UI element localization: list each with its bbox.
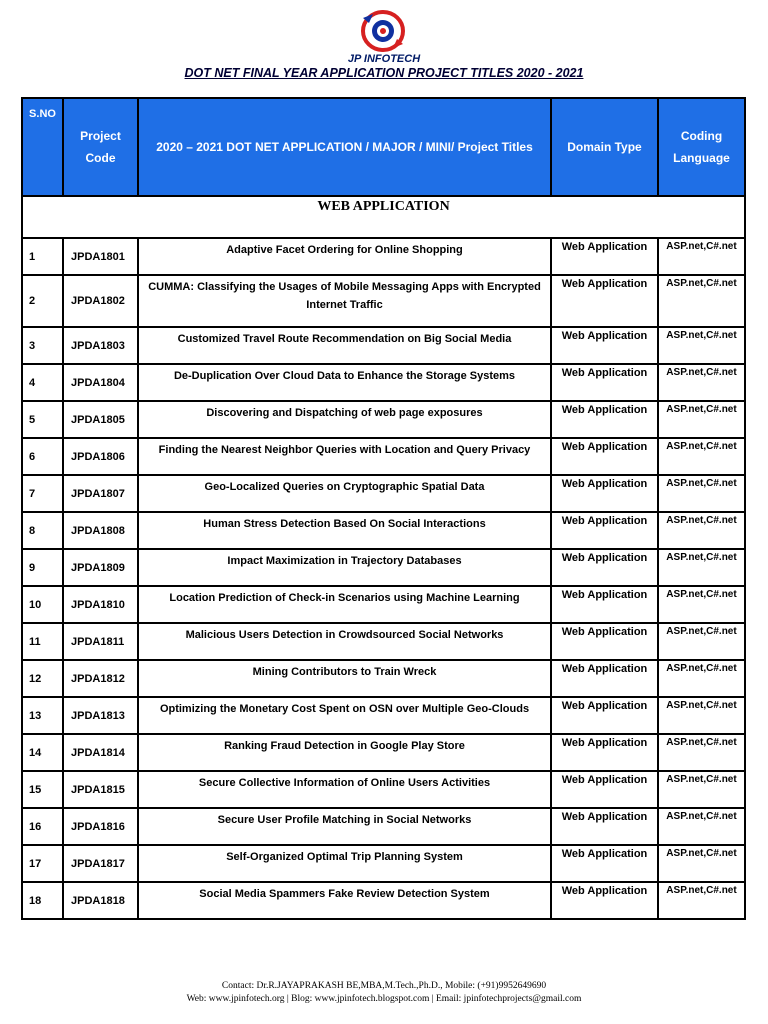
row-sno: 18 xyxy=(22,882,63,919)
row-project-title: Adaptive Facet Ordering for Online Shopping xyxy=(138,238,551,275)
row-project-title: Geo-Localized Queries on Cryptographic Spatial Data xyxy=(138,475,551,512)
row-sno: 7 xyxy=(22,475,63,512)
brand-name: JP INFOTECH xyxy=(347,53,421,65)
row-project-code: JPDA1808 xyxy=(63,512,138,549)
table-header-row xyxy=(22,98,745,196)
row-project-code: JPDA1809 xyxy=(63,549,138,586)
row-sno: 11 xyxy=(22,623,63,660)
row-coding-language: ASP.net,C#.net xyxy=(658,845,745,882)
row-domain-type: Web Application xyxy=(551,438,658,475)
row-sno: 1 xyxy=(22,238,63,275)
row-sno: 12 xyxy=(22,660,63,697)
row-sno: 6 xyxy=(22,438,63,475)
jp-infotech-logo-icon xyxy=(357,4,409,56)
row-project-code: JPDA1811 xyxy=(63,623,138,660)
row-sno: 2 xyxy=(22,275,63,327)
table-row xyxy=(22,275,745,327)
table-row xyxy=(22,882,745,919)
table-row xyxy=(22,549,745,586)
document-title: DOT NET FINAL YEAR APPLICATION PROJECT TITLES 2020 - 2021 xyxy=(184,66,584,80)
table-row xyxy=(22,327,745,364)
row-coding-language: ASP.net,C#.net xyxy=(658,586,745,623)
section-title: WEB APPLICATION xyxy=(22,196,745,238)
row-project-code: JPDA1803 xyxy=(63,327,138,364)
row-project-title: Impact Maximization in Trajectory Databases xyxy=(138,549,551,586)
row-coding-language: ASP.net,C#.net xyxy=(658,364,745,401)
row-project-title: Social Media Spammers Fake Review Detection System xyxy=(138,882,551,919)
row-domain-type: Web Application xyxy=(551,882,658,919)
col-header-project-code xyxy=(63,98,138,196)
table-row xyxy=(22,623,745,660)
page-header xyxy=(0,0,768,96)
row-project-title: CUMMA: Classifying the Usages of Mobile Messaging Apps with Encrypted Internet Traffic xyxy=(138,275,551,327)
row-coding-language: ASP.net,C#.net xyxy=(658,275,745,327)
row-coding-language: ASP.net,C#.net xyxy=(658,808,745,845)
row-sno: 13 xyxy=(22,697,63,734)
table-row xyxy=(22,771,745,808)
row-sno: 16 xyxy=(22,808,63,845)
row-coding-language: ASP.net,C#.net xyxy=(658,771,745,808)
row-project-title: Location Prediction of Check-in Scenarios using Machine Learning xyxy=(138,586,551,623)
row-coding-language: ASP.net,C#.net xyxy=(658,438,745,475)
row-sno: 3 xyxy=(22,327,63,364)
row-project-title: Secure User Profile Matching in Social Networks xyxy=(138,808,551,845)
col-header-project-code-line2: Code xyxy=(85,151,116,165)
row-project-code: JPDA1806 xyxy=(63,438,138,475)
table-row xyxy=(22,586,745,623)
row-domain-type: Web Application xyxy=(551,275,658,327)
row-domain-type: Web Application xyxy=(551,475,658,512)
row-project-title: Optimizing the Monetary Cost Spent on OSN over Multiple Geo-Clouds xyxy=(138,697,551,734)
col-header-sno: S.NO xyxy=(22,98,63,196)
row-project-title: Human Stress Detection Based On Social Interactions xyxy=(138,512,551,549)
row-project-code: JPDA1817 xyxy=(63,845,138,882)
row-sno: 17 xyxy=(22,845,63,882)
row-domain-type: Web Application xyxy=(551,660,658,697)
row-project-title: Customized Travel Route Recommendation on Big Social Media xyxy=(138,327,551,364)
col-header-coding-language xyxy=(658,98,745,196)
row-project-title: De-Duplication Over Cloud Data to Enhance the Storage Systems xyxy=(138,364,551,401)
row-domain-type: Web Application xyxy=(551,401,658,438)
table-row xyxy=(22,401,745,438)
row-project-code: JPDA1802 xyxy=(63,275,138,327)
row-domain-type: Web Application xyxy=(551,697,658,734)
row-domain-type: Web Application xyxy=(551,623,658,660)
table-row xyxy=(22,660,745,697)
table-row xyxy=(22,697,745,734)
footer-contact: Contact: Dr.R.JAYAPRAKASH BE,MBA,M.Tech.,Ph.D., Mobile: (+91)9952649690 xyxy=(221,981,547,991)
row-domain-type: Web Application xyxy=(551,512,658,549)
row-project-code: JPDA1807 xyxy=(63,475,138,512)
row-project-title: Ranking Fraud Detection in Google Play Store xyxy=(138,734,551,771)
col-header-project-title: 2020 – 2021 DOT NET APPLICATION / MAJOR / MINI/ Project Titles xyxy=(138,98,551,196)
row-project-title: Mining Contributors to Train Wreck xyxy=(138,660,551,697)
row-sno: 4 xyxy=(22,364,63,401)
row-coding-language: ASP.net,C#.net xyxy=(658,660,745,697)
row-sno: 15 xyxy=(22,771,63,808)
col-header-project-code-line1: Project xyxy=(80,129,121,143)
row-project-code: JPDA1813 xyxy=(63,697,138,734)
table-row xyxy=(22,512,745,549)
row-project-code: JPDA1812 xyxy=(63,660,138,697)
row-project-code: JPDA1801 xyxy=(63,238,138,275)
row-project-code: JPDA1816 xyxy=(63,808,138,845)
row-coding-language: ASP.net,C#.net xyxy=(658,882,745,919)
row-coding-language: ASP.net,C#.net xyxy=(658,512,745,549)
row-coding-language: ASP.net,C#.net xyxy=(658,549,745,586)
row-domain-type: Web Application xyxy=(551,586,658,623)
row-coding-language: ASP.net,C#.net xyxy=(658,623,745,660)
row-sno: 14 xyxy=(22,734,63,771)
row-domain-type: Web Application xyxy=(551,734,658,771)
row-project-code: JPDA1810 xyxy=(63,586,138,623)
row-domain-type: Web Application xyxy=(551,327,658,364)
row-coding-language: ASP.net,C#.net xyxy=(658,734,745,771)
row-coding-language: ASP.net,C#.net xyxy=(658,475,745,512)
table-row xyxy=(22,734,745,771)
row-project-code: JPDA1814 xyxy=(63,734,138,771)
row-sno: 8 xyxy=(22,512,63,549)
table-row xyxy=(22,475,745,512)
row-project-code: JPDA1804 xyxy=(63,364,138,401)
row-project-title: Discovering and Dispatching of web page exposures xyxy=(138,401,551,438)
row-domain-type: Web Application xyxy=(551,771,658,808)
row-project-title: Self-Organized Optimal Trip Planning System xyxy=(138,845,551,882)
row-domain-type: Web Application xyxy=(551,808,658,845)
row-domain-type: Web Application xyxy=(551,238,658,275)
row-domain-type: Web Application xyxy=(551,364,658,401)
row-project-code: JPDA1818 xyxy=(63,882,138,919)
footer-web-links: Web: www.jpinfotech.org | Blog: www.jpinfotech.blogspot.com | Email: jpinfotechprojects@gmail.com xyxy=(186,994,582,1004)
col-header-coding-language-line1: Coding xyxy=(680,129,723,143)
row-coding-language: ASP.net,C#.net xyxy=(658,697,745,734)
row-sno: 9 xyxy=(22,549,63,586)
col-header-domain-type: Domain Type xyxy=(551,98,658,196)
row-coding-language: ASP.net,C#.net xyxy=(658,401,745,438)
row-project-title: Malicious Users Detection in Crowdsourced Social Networks xyxy=(138,623,551,660)
row-project-title: Secure Collective Information of Online Users Activities xyxy=(138,771,551,808)
section-row xyxy=(22,196,745,238)
row-project-title: Finding the Nearest Neighbor Queries with Location and Query Privacy xyxy=(138,438,551,475)
table-row xyxy=(22,238,745,275)
row-sno: 10 xyxy=(22,586,63,623)
row-domain-type: Web Application xyxy=(551,845,658,882)
project-titles-table xyxy=(21,97,746,920)
row-sno: 5 xyxy=(22,401,63,438)
col-header-coding-language-line2: Language xyxy=(673,151,730,165)
row-coding-language: ASP.net,C#.net xyxy=(658,327,745,364)
table-row xyxy=(22,845,745,882)
table-row xyxy=(22,808,745,845)
row-coding-language: ASP.net,C#.net xyxy=(658,238,745,275)
row-project-code: JPDA1805 xyxy=(63,401,138,438)
row-domain-type: Web Application xyxy=(551,549,658,586)
table-row xyxy=(22,438,745,475)
row-project-code: JPDA1815 xyxy=(63,771,138,808)
table-row xyxy=(22,364,745,401)
